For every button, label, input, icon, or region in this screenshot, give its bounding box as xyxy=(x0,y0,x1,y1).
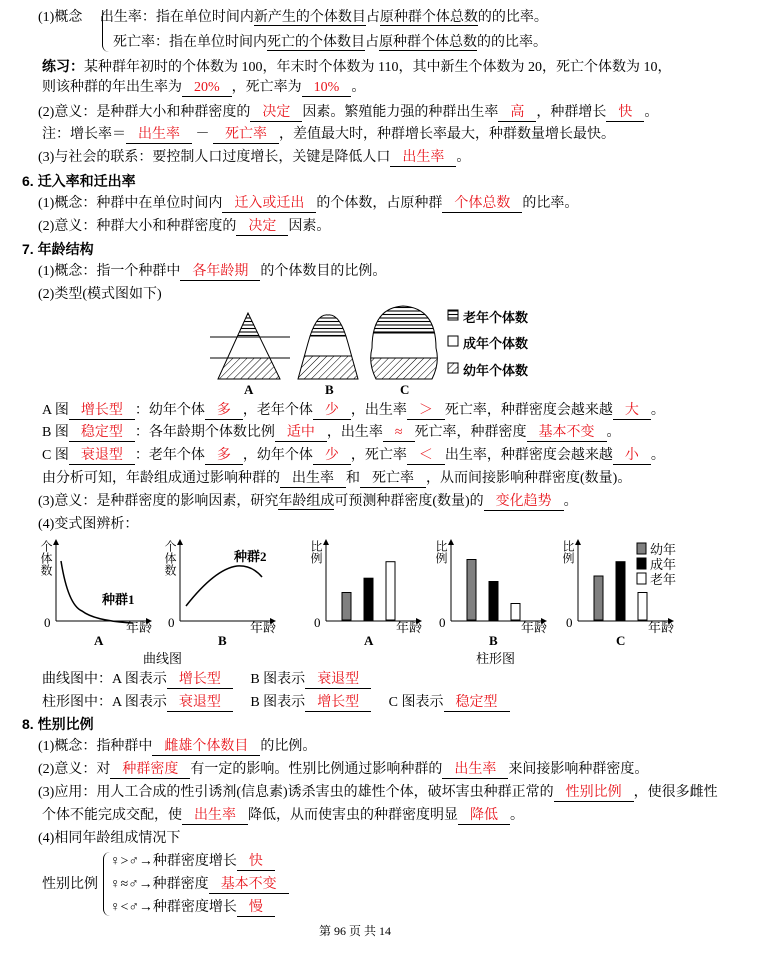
answer-blank: 衰退型 xyxy=(305,671,371,689)
answer-blank: 快 xyxy=(606,104,644,122)
bar-legend-old-swatch xyxy=(637,573,646,584)
text: (4)变式图辨析： xyxy=(38,517,139,532)
text-line xyxy=(38,148,470,168)
answer-blank: 增长型 xyxy=(69,402,135,420)
text: 的的比率。 xyxy=(477,35,547,50)
y-axis-label: 个体数 xyxy=(39,540,53,576)
bar-B-adult xyxy=(489,582,498,621)
text: ♀>♂→种群密度增长 xyxy=(110,854,237,869)
text-line xyxy=(42,670,371,690)
text: B 图表示 xyxy=(232,672,306,687)
answer-blank: 适中 xyxy=(275,424,327,442)
text-line xyxy=(38,829,180,849)
legend-young-label: 幼年个体数 xyxy=(463,363,529,378)
page-footer: 第 96 页 共 14 xyxy=(319,924,392,938)
text-line xyxy=(113,33,547,53)
legend-adult-label: 成年个体数 xyxy=(463,336,529,351)
text: ：各年龄期个体数比例 xyxy=(134,425,275,440)
text-line xyxy=(22,239,94,261)
text-line xyxy=(22,714,94,736)
text: ，幼年个体 xyxy=(242,448,313,463)
text-line xyxy=(38,8,548,28)
section-heading: 8. 性别比例 xyxy=(22,716,94,732)
x-axis-label: 年龄 xyxy=(250,620,277,635)
answer-blank: 个体总数 xyxy=(442,195,522,213)
chart-label: C xyxy=(616,633,626,648)
answer-blank: 衰退型 xyxy=(69,447,135,465)
text-line xyxy=(38,515,138,535)
origin-label: 0 xyxy=(44,615,51,630)
curve-group-label: 曲线图 xyxy=(143,651,183,666)
underlined-term: 原种群个体总数 xyxy=(379,10,478,25)
origin-label: 0 xyxy=(566,615,573,630)
x-axis-label: 年龄 xyxy=(396,620,423,635)
pyramid-label-A: A xyxy=(244,382,254,397)
answer-blank: 雌雄个体数目 xyxy=(152,738,260,756)
answer-blank: 稳定型 xyxy=(69,424,135,442)
answer-blank: 各年龄期 xyxy=(180,263,260,281)
text: 某种群年初时的个体数为 100，年末时个体数为 110，其中新生个体数为 20，死亡个体数为 10， xyxy=(84,60,672,75)
text: 个体不能完成交配，使 xyxy=(42,808,182,823)
answer-blank: 少 xyxy=(313,402,351,420)
text: ，出生率 xyxy=(350,403,407,418)
origin-label: 0 xyxy=(439,615,446,630)
legend-old-label: 老年个体数 xyxy=(463,310,529,325)
text: C 图 xyxy=(42,448,69,463)
concept-brace xyxy=(102,10,109,52)
answer-blank: 变化趋势 xyxy=(484,493,564,511)
text-line xyxy=(38,760,648,780)
section-heading: 7. 年龄结构 xyxy=(22,241,94,257)
sex-ratio-brace xyxy=(103,852,110,916)
text-line xyxy=(38,492,578,512)
text: ，出生率 xyxy=(326,425,383,440)
text: 占 xyxy=(365,35,379,50)
answer-blank: 基本不变 xyxy=(527,424,607,442)
text-line xyxy=(110,875,289,895)
underlined-answer: 出生率 xyxy=(280,470,346,488)
answer-blank: 死亡率 xyxy=(213,126,279,144)
text: ，死亡率为 xyxy=(231,80,302,95)
bar-C-young xyxy=(594,576,603,620)
text: (1)概念：指种群中 xyxy=(38,739,153,754)
legend-young-swatch xyxy=(448,363,458,373)
curve-1-label: 种群1 xyxy=(102,592,135,607)
y-axis-label: 比例 xyxy=(434,540,448,564)
answer-blank: 慢 xyxy=(237,899,275,917)
curve-population-2 xyxy=(186,566,262,606)
legend-adult-swatch xyxy=(448,336,458,346)
answer-blank: 增长型 xyxy=(167,671,233,689)
text: ：幼年个体 xyxy=(134,403,205,418)
text-line xyxy=(42,56,671,78)
underlined-term: 新产生的个体数目 xyxy=(253,10,366,25)
bar-legend-adult-swatch xyxy=(637,558,646,569)
answer-blank: 增长型 xyxy=(305,694,371,712)
answer-blank: 出生率 xyxy=(126,126,192,144)
pyramid-label-C: C xyxy=(400,382,410,397)
answer-blank: 决定 xyxy=(236,218,288,236)
text: ，使很多雌性 xyxy=(633,785,718,800)
origin-label: 0 xyxy=(168,615,175,630)
x-axis-label: 年龄 xyxy=(521,620,548,635)
text: 性别比例 xyxy=(42,877,98,892)
answer-blank: 种群密度 xyxy=(110,761,190,779)
text: 降低，从而使害虫的种群密度明显 xyxy=(248,808,458,823)
text: ，死亡率 xyxy=(350,448,407,463)
text: 。 xyxy=(606,425,621,440)
text: 占 xyxy=(365,10,380,25)
text: 。 xyxy=(644,105,659,120)
text: ，差值最大时，种群增长率最大，种群数量增长最快。 xyxy=(279,127,615,142)
chart-label: A xyxy=(364,633,374,648)
answer-blank: 基本不变 xyxy=(209,876,289,894)
y-axis-label: 比例 xyxy=(561,540,575,564)
text: (2)意义：种群大小和种群密度的 xyxy=(38,219,237,234)
text: 可预测种群密度(数量)的 xyxy=(334,494,484,509)
answer-blank: 出生率 xyxy=(390,149,456,167)
text: 的个体数，占原种群 xyxy=(316,196,443,211)
answer-blank: 出生率 xyxy=(182,807,248,825)
bar-legend-young-swatch xyxy=(637,543,646,554)
text-line xyxy=(38,783,718,803)
answer-blank: 决定 xyxy=(250,104,302,122)
underlined-term: 死亡的个体数目 xyxy=(267,35,365,50)
bar-legend-label: 幼年 xyxy=(650,542,677,557)
text-line xyxy=(42,78,365,98)
text: 的比率。 xyxy=(522,196,579,211)
bar-legend-label: 成年 xyxy=(650,557,677,572)
text: B 图 xyxy=(42,425,69,440)
bar-A-young xyxy=(342,593,351,621)
bar-A-adult xyxy=(364,578,373,620)
text: (1)概念：指一个种群中 xyxy=(38,264,181,279)
text: (4)相同年龄组成情况下 xyxy=(38,831,181,846)
text-line xyxy=(42,125,615,145)
origin-label: 0 xyxy=(314,615,321,630)
text: 。 xyxy=(456,150,471,165)
answer-blank: 出生率 xyxy=(442,761,508,779)
pyramid-C xyxy=(360,303,450,388)
text-line xyxy=(42,693,510,713)
section-heading: 练习： xyxy=(42,58,84,74)
text: － xyxy=(192,127,213,142)
text-line xyxy=(42,423,621,443)
text: ，从而间接影响种群密度(数量)。 xyxy=(426,471,632,486)
chart-label: B xyxy=(218,633,227,648)
text: (2)意义：是种群大小和种群密度的 xyxy=(38,105,251,120)
bar-C-old xyxy=(638,593,647,621)
chart-label: A xyxy=(94,633,104,648)
underlined-answer: 死亡率 xyxy=(360,470,426,488)
text: C 图表示 xyxy=(371,695,444,710)
answer-blank: 小 xyxy=(613,447,651,465)
answer-blank: 稳定型 xyxy=(444,694,510,712)
pyramid-label-B: B xyxy=(325,382,334,397)
answer-blank: ＞ xyxy=(407,402,445,420)
text-line xyxy=(110,852,275,872)
text-line xyxy=(22,171,136,193)
text: 死亡率：指在单位时间内 xyxy=(113,35,267,50)
answer-blank: 20% xyxy=(182,79,232,97)
y-axis-label: 比例 xyxy=(309,540,323,564)
x-axis-label: 年龄 xyxy=(648,620,675,635)
text: 死亡率，种群密度会越来越 xyxy=(444,403,613,418)
text-line xyxy=(38,217,330,237)
text-line xyxy=(42,446,665,466)
text: 和 xyxy=(346,471,360,486)
text: ：老年个体 xyxy=(134,448,205,463)
text: (1)概念：种群中在单位时间内 xyxy=(38,196,223,211)
legend-old-swatch xyxy=(448,310,458,320)
text-line xyxy=(110,898,275,918)
text-line xyxy=(42,469,631,489)
text: ，老年个体 xyxy=(242,403,313,418)
text: 则该种群的年出生率为 xyxy=(42,80,182,95)
bar-B-young xyxy=(467,560,476,621)
text: 的个体数目的比例。 xyxy=(260,264,387,279)
section-heading: 6. 迁入率和迁出率 xyxy=(22,173,136,189)
y-axis-label: 个体数 xyxy=(163,540,177,576)
text: 来间接影响种群密度。 xyxy=(508,762,649,777)
bar-legend-label: 老年 xyxy=(650,572,677,587)
answer-blank: 高 xyxy=(498,104,536,122)
text: 的比例。 xyxy=(260,739,317,754)
pyramid-B xyxy=(290,303,370,386)
bar-A-old xyxy=(386,562,395,620)
text: 因素。繁殖能力强的种群出生率 xyxy=(302,105,499,120)
text: 因素。 xyxy=(288,219,331,234)
text: (1)概念 出生率：指在单位时间内 xyxy=(38,10,254,25)
answer-blank: 10% xyxy=(302,79,352,97)
text: (3)应用：用人工合成的性引诱剂(信息素)诱杀害虫的雄性个体，破坏害虫种群正常的 xyxy=(38,785,554,800)
text-line xyxy=(38,194,578,214)
answer-blank: 快 xyxy=(237,853,275,871)
text: 。 xyxy=(510,808,524,823)
text-line xyxy=(42,806,524,826)
text: ♀≈♂→种群密度 xyxy=(110,877,209,892)
answer-blank: 多 xyxy=(205,447,243,465)
answer-blank: 少 xyxy=(313,447,351,465)
bar-group-label: 柱形图 xyxy=(476,651,516,666)
text: 。 xyxy=(650,448,665,463)
answer-blank: 衰退型 xyxy=(167,694,233,712)
answer-blank: 性别比例 xyxy=(554,784,634,802)
text-line xyxy=(38,262,386,282)
answer-blank: ≈ xyxy=(383,424,415,442)
text: (2)类型(模式图如下) xyxy=(38,287,162,302)
text-line xyxy=(38,285,162,305)
answer-blank: 迁入或迁出 xyxy=(222,195,316,213)
text-line xyxy=(42,401,665,421)
text: 。 xyxy=(563,494,578,509)
text: A 图 xyxy=(42,403,69,418)
text: (3)意义：是种群密度的影响因素，研究 xyxy=(38,494,279,509)
text: 柱形图中：A 图表示 xyxy=(42,695,167,710)
text-line xyxy=(38,103,658,123)
underlined-term: 年龄组成 xyxy=(278,494,335,509)
text-line xyxy=(42,875,98,895)
text: 的的比率。 xyxy=(477,10,548,25)
text: 由分析可知，年龄组成通过影响种群的 xyxy=(42,471,280,486)
text: 注：增长率＝ xyxy=(42,127,126,142)
text: 曲线图中：A 图表示 xyxy=(42,672,167,687)
text: 。 xyxy=(650,403,665,418)
curve-2-label: 种群2 xyxy=(234,549,267,564)
chart-label: B xyxy=(489,633,498,648)
text: (3)与社会的联系：要控制人口过度增长，关键是降低人口 xyxy=(38,150,391,165)
text: 死亡率，种群密度 xyxy=(414,425,527,440)
bar-B-old xyxy=(511,604,520,621)
text-line xyxy=(38,737,316,757)
text: 。 xyxy=(351,80,366,95)
answer-blank: 多 xyxy=(205,402,243,420)
x-axis-label: 年龄 xyxy=(126,620,153,635)
answer-blank: ＜ xyxy=(407,447,445,465)
text: 有一定的影响。性别比例通过影响种群的 xyxy=(190,762,443,777)
text: ♀<♂→种群密度增长 xyxy=(110,900,237,915)
text: (2)意义：对 xyxy=(38,762,111,777)
text: B 图表示 xyxy=(232,695,306,710)
underlined-term: 原种群个体总数 xyxy=(379,35,477,50)
text: ，种群增长 xyxy=(536,105,607,120)
text: 出生率，种群密度会越来越 xyxy=(444,448,613,463)
answer-blank: 大 xyxy=(613,402,651,420)
bar-C-adult xyxy=(616,562,625,620)
answer-blank: 降低 xyxy=(458,807,510,825)
